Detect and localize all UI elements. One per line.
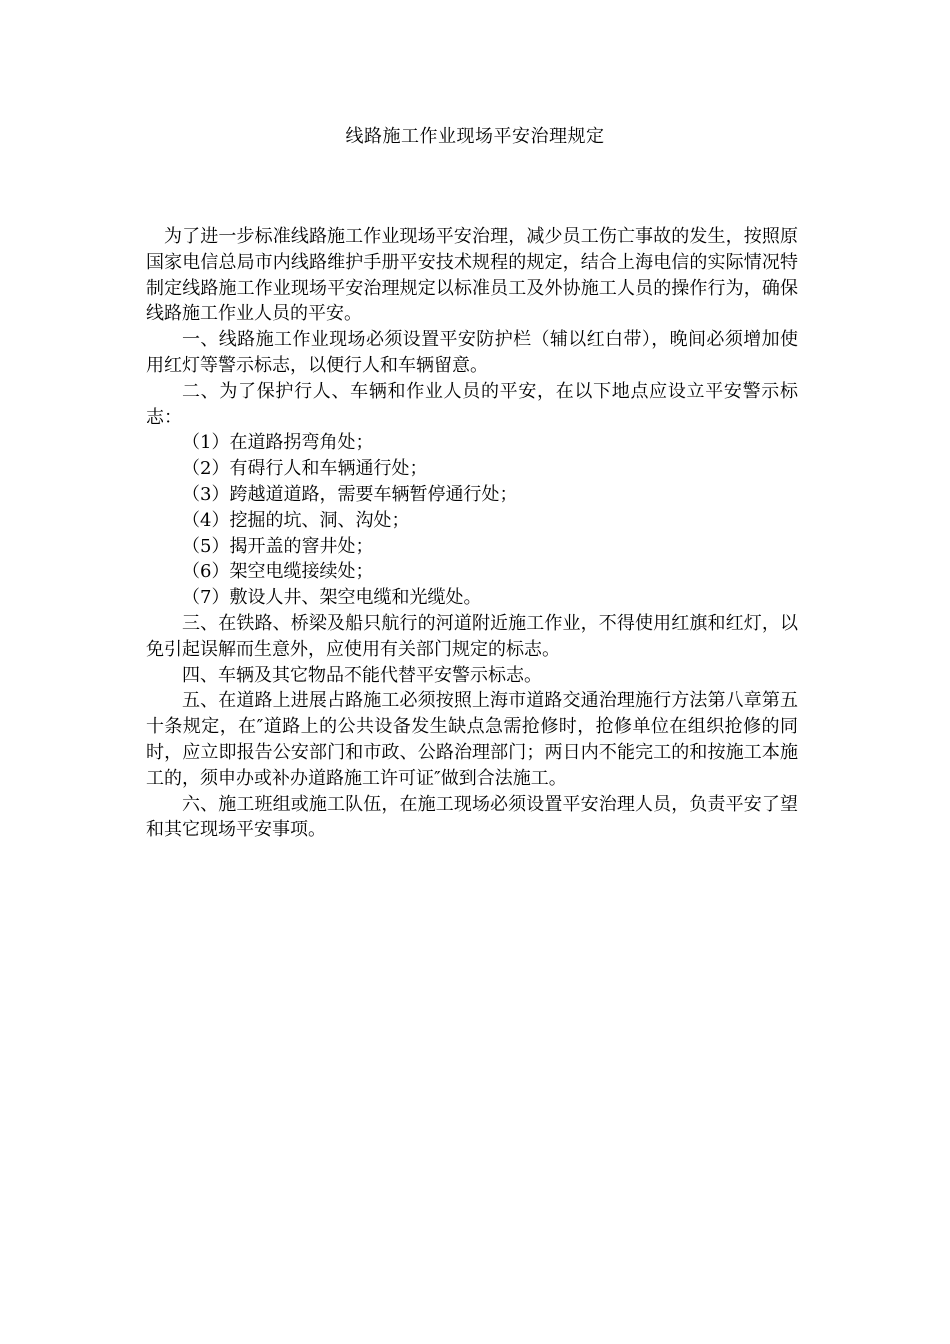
- section-paragraph-1: 一、线路施工作业现场必须设置平安防护栏（辅以红白带），晚间必须增加使用红灯等警示标志，以便行人和车辆留意。: [146, 329, 798, 376]
- section-paragraph-6: 六、施工班组或施工队伍，在施工现场必须设置平安治理人员，负责平安了望和其它现场平安事项。: [146, 793, 798, 841]
- section-paragraph-4: 四、车辆及其它物品不能代替平安警示标志。: [182, 664, 542, 686]
- document-body: [146, 224, 798, 843]
- list-item: （7）敷设人井、架空电缆和光缆处。: [182, 587, 482, 609]
- intro-paragraph: 为了进一步标准线路施工作业现场平安治理，减少员工伤亡事故的发生，按照原国家电信总局市内线路维护手册平安技术规程的规定，结合上海电信的实际情况特制定线路施工作业现场平安治理规定以标准员工及外协施工人员的操作行为，确保线路施工作业人员的平安。: [146, 226, 798, 325]
- list-item: （3）跨越道道路，需要车辆暂停通行处；: [182, 483, 518, 505]
- list-item: （1）在道路拐弯角处；: [182, 432, 374, 454]
- section-paragraph-5: 五、在道路上进展占路施工必须按照上海市道路交通治理施行方法第八章第五十条规定，在″道路上的公共设备发生缺点急需抢修时，抢修单位在组织抢修的同时，应立即报告公安部门和市政、公路治理部门；两日内不能完工的和按施工本施工的，须申办或补办道路施工许可证″做到合法施工。: [146, 690, 798, 789]
- list-item: （4）挖掘的坑、洞、沟处；: [182, 509, 410, 531]
- list-item: （2）有碍行人和车辆通行处；: [182, 458, 428, 480]
- list-item: （6）架空电缆接续处；: [182, 561, 374, 583]
- list-item: （5）揭开盖的窨井处；: [182, 535, 374, 557]
- document-title: 线路施工作业现场平安治理规定: [345, 126, 605, 147]
- section-paragraph-2: 二、为了保护行人、车辆和作业人员的平安，在以下地点应设立平安警示标志：: [146, 380, 798, 428]
- section-paragraph-3: 三、在铁路、桥梁及船只航行的河道附近施工作业，不得使用红旗和红灯，以免引起误解而生意外，应使用有关部门规定的标志。: [146, 612, 798, 660]
